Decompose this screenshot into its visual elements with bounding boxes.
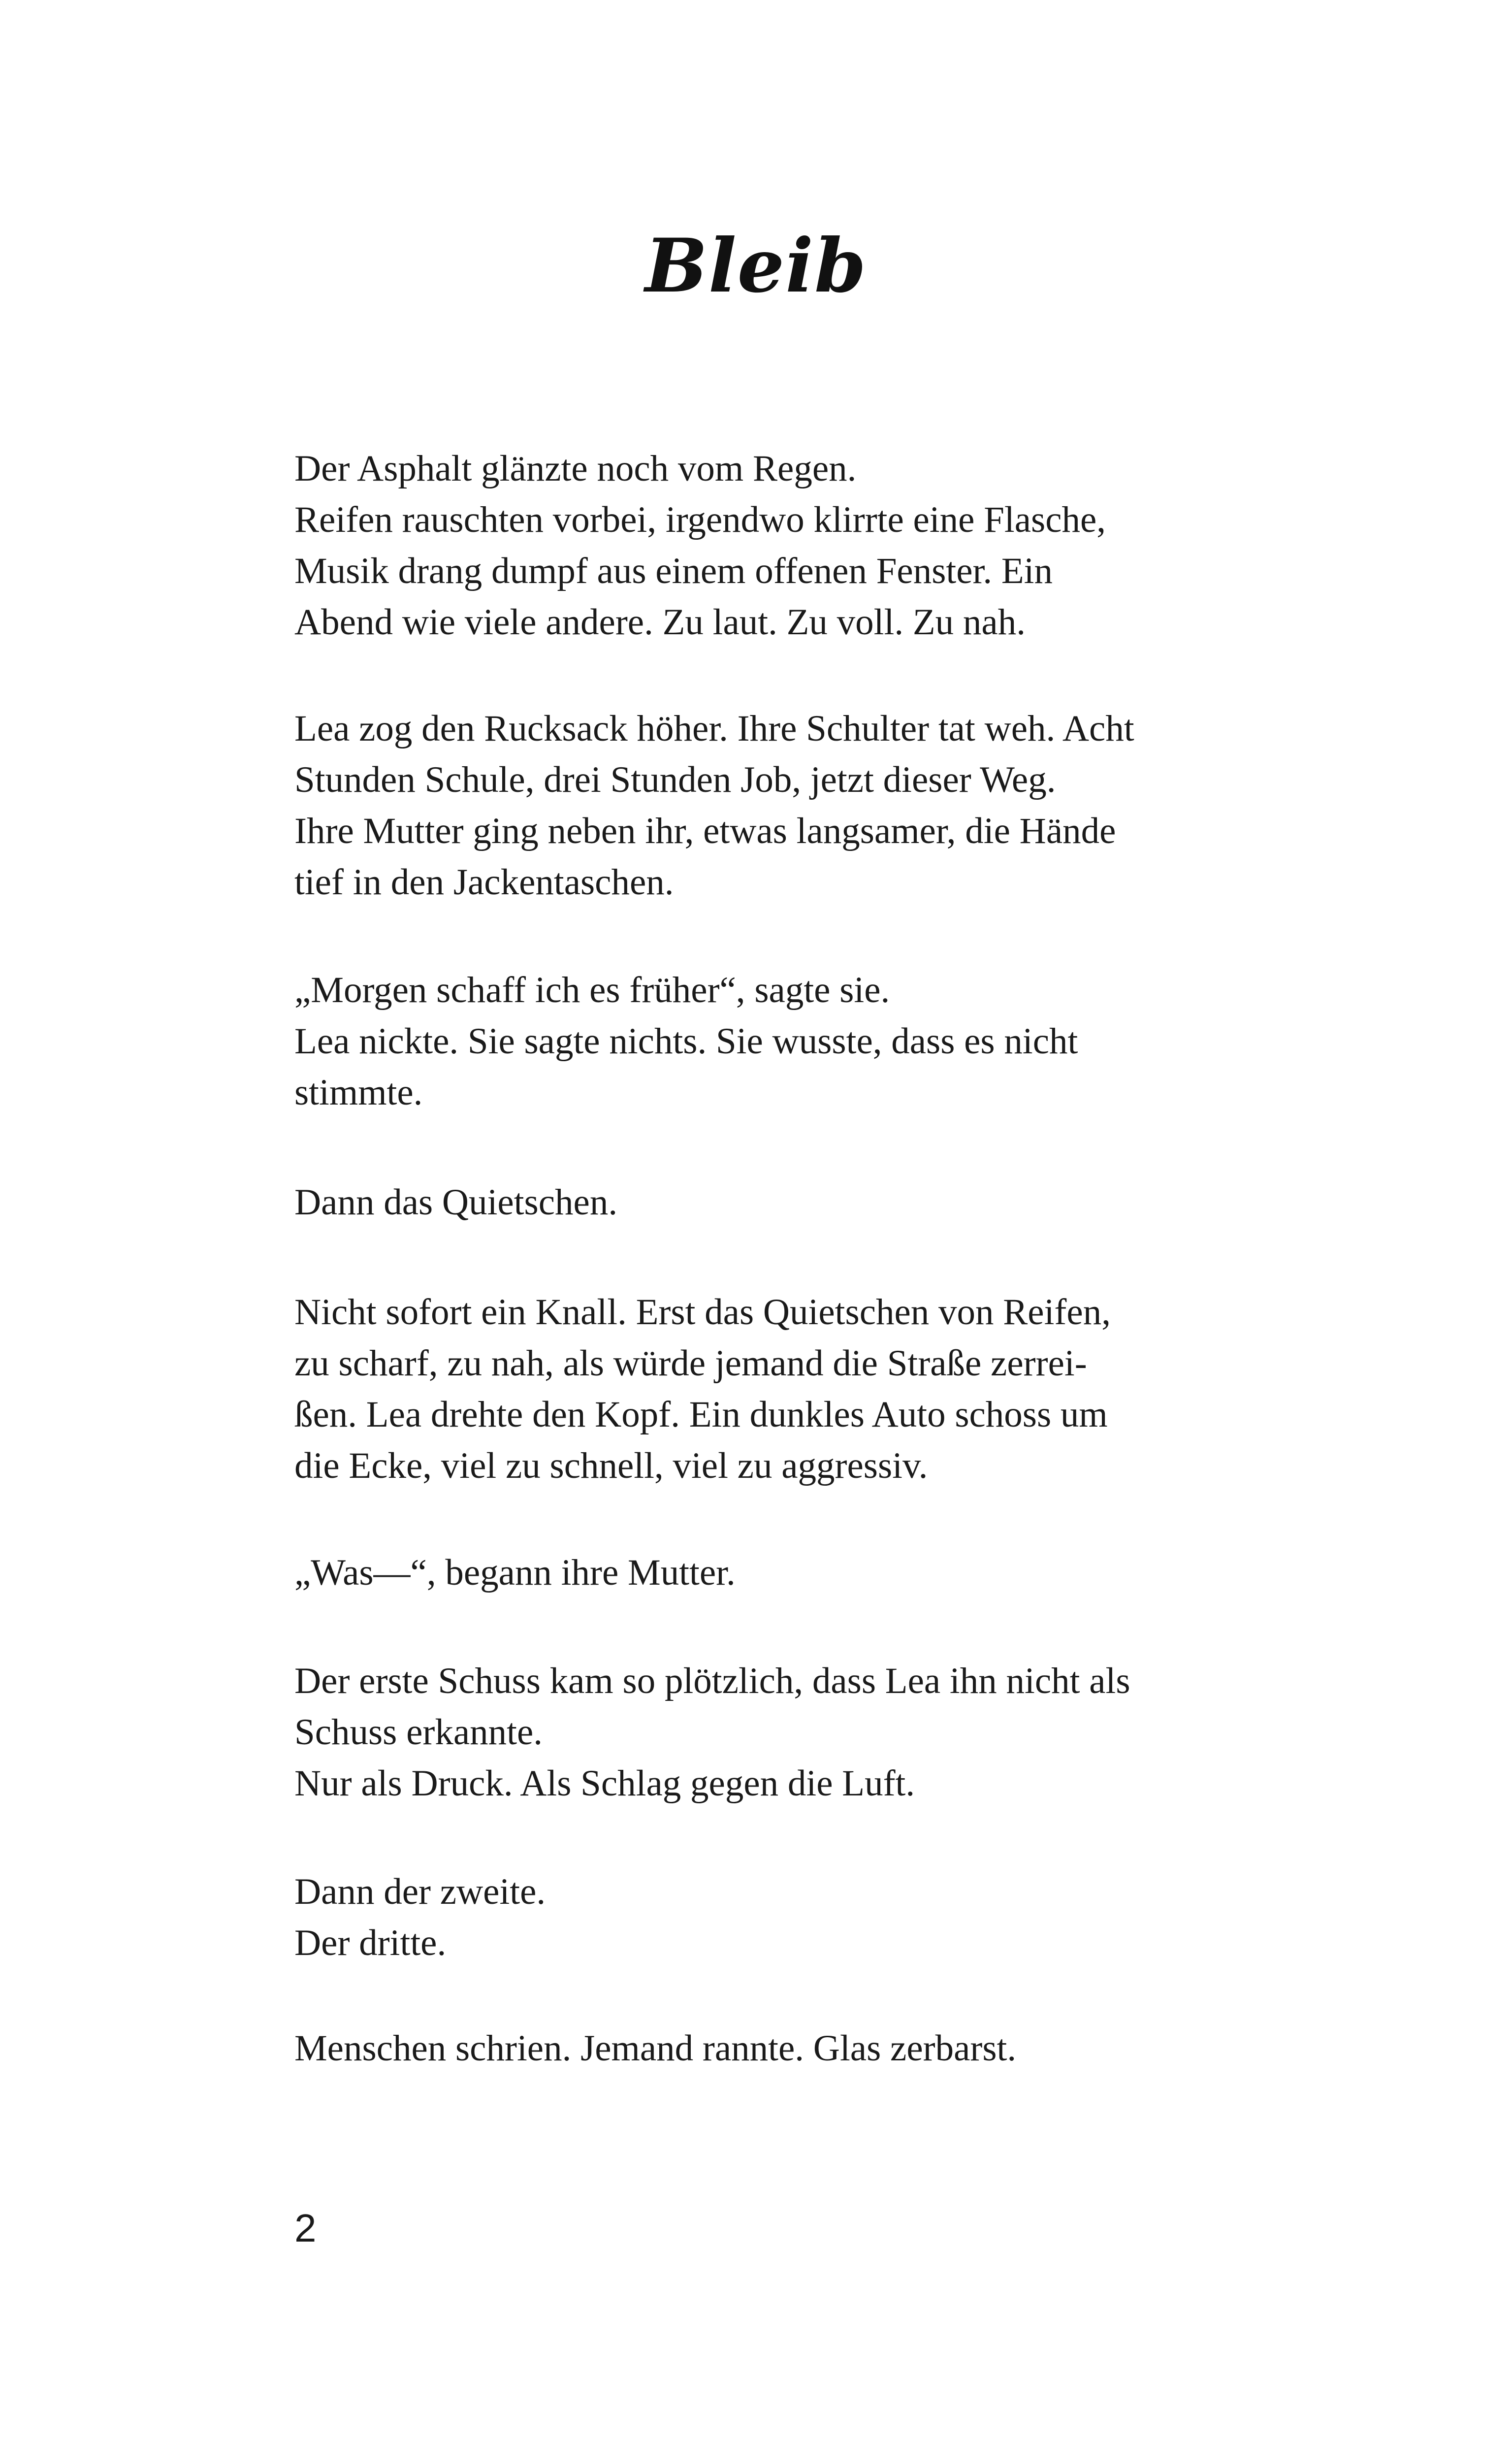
text-line: Der erste Schuss kam so plötzlich, dass Lea ihn nicht als	[294, 1661, 1130, 1701]
paragraph-2	[294, 703, 1279, 908]
text-line: Nicht sofort ein Knall. Erst das Quietschen von Reifen,	[294, 1292, 1111, 1333]
text-line: Dann der zweite.	[294, 1871, 546, 1912]
chapter-title: Bleib	[644, 223, 868, 309]
paragraph-5	[294, 1287, 1279, 1492]
text-line: stimmte.	[294, 1072, 423, 1113]
paragraph-4	[294, 1177, 1279, 1228]
text-line: Stunden Schule, drei Stunden Job, jetzt dieser Weg.	[294, 759, 1056, 800]
paragraph-7	[294, 1656, 1279, 1809]
text-line: Menschen schrien. Jemand rannte. Glas zerbarst.	[294, 2028, 1017, 2069]
text-line: Reifen rauschten vorbei, irgendwo klirrte eine Flasche,	[294, 499, 1106, 540]
text-line: die Ecke, viel zu schnell, viel zu aggressiv.	[294, 1445, 928, 1486]
paragraph-8	[294, 1866, 1279, 1969]
text-line: Ihre Mutter ging neben ihr, etwas langsamer, die Hände	[294, 811, 1116, 851]
text-line: Lea zog den Rucksack höher. Ihre Schulter tat weh. Acht	[294, 708, 1134, 749]
text-line: Schuss erkannte.	[294, 1712, 543, 1753]
text-line: Nur als Druck. Als Schlag gegen die Luft.	[294, 1763, 915, 1804]
paragraph-6	[294, 1547, 1279, 1598]
text-line: Dann das Quietschen.	[294, 1182, 618, 1223]
text-line: Der dritte.	[294, 1922, 447, 1963]
text-line: tief in den Jackentaschen.	[294, 862, 674, 903]
paragraph-1	[294, 443, 1279, 648]
text-line: Der Asphalt glänzte noch vom Regen.	[294, 448, 857, 489]
paragraph-3	[294, 965, 1279, 1118]
text-line: Lea nickte. Sie sagte nichts. Sie wusste, dass es nicht	[294, 1021, 1078, 1062]
text-line: „Was—“, begann ihre Mutter.	[294, 1552, 736, 1593]
text-line: „Morgen schaff ich es früher“, sagte sie.	[294, 970, 890, 1010]
page-number: 2	[294, 2206, 317, 2250]
text-line: ßen. Lea drehte den Kopf. Ein dunkles Auto schoss um	[294, 1394, 1108, 1435]
paragraph-9	[294, 2023, 1279, 2074]
text-line: zu scharf, zu nah, als würde jemand die Straße zerrei-	[294, 1343, 1087, 1384]
text-line: Abend wie viele andere. Zu laut. Zu voll. Zu nah.	[294, 602, 1026, 643]
text-line: Musik drang dumpf aus einem offenen Fenster. Ein	[294, 551, 1053, 591]
